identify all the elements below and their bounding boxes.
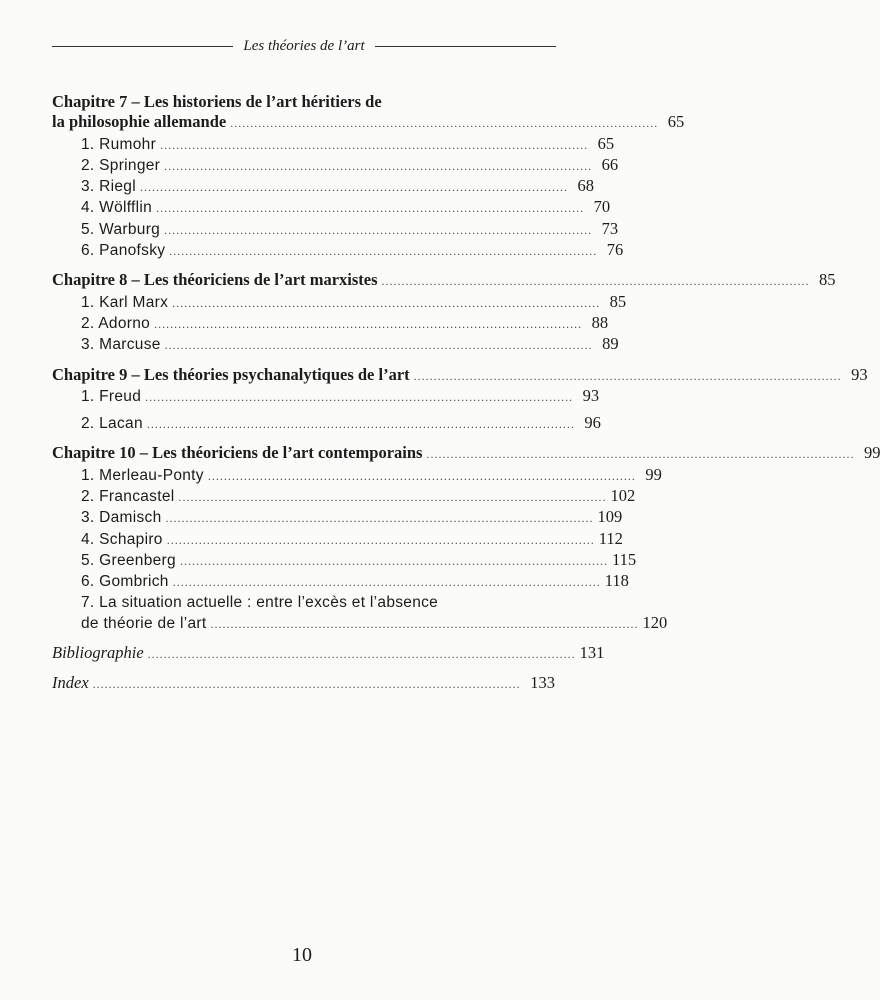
- toc-entry-page: 73: [601, 218, 619, 238]
- toc-chapter-9: [52, 364, 868, 386]
- section-gap: [52, 664, 555, 673]
- toc-entry-gombrich: [52, 571, 629, 592]
- toc-entry-label: 5. Warburg: [81, 220, 161, 238]
- toc-entry-riegl: [52, 176, 594, 197]
- toc-chapter-9-title: Chapitre 9 – Les théories psychanalytiques de l’art: [52, 364, 410, 384]
- toc-entry-page: 68: [577, 176, 594, 196]
- toc-entry-wolfflin: [52, 197, 611, 218]
- dot-leader: ...........................................................................................................: [139, 180, 568, 195]
- toc-entry-label: 2. Springer: [81, 156, 161, 174]
- toc-entry-merleau-ponty: [52, 464, 662, 486]
- toc-entry-label: 3. Damisch: [81, 509, 162, 527]
- toc-index-page: 133: [530, 673, 555, 693]
- toc-entry-label: 6. Panofsky: [81, 242, 166, 260]
- toc-entry-label: 4. Wölfflin: [81, 199, 153, 217]
- toc-entry-page: 112: [598, 528, 623, 548]
- toc-entry-situation: [52, 612, 668, 634]
- toc-entry-label: 6. Gombrich: [81, 573, 169, 591]
- toc-entry-panofsky: [52, 240, 624, 261]
- page-number: 10: [292, 944, 312, 966]
- dot-leader: ...........................................................................................................: [172, 295, 601, 310]
- toc-entry-label: 4. Schapiro: [81, 530, 163, 548]
- toc-entry-label: 1. Merleau-Ponty: [81, 466, 204, 484]
- toc-bibliography-page: 131: [579, 643, 605, 663]
- table-of-contents: [52, 92, 880, 695]
- toc-index-label: Index: [52, 673, 89, 693]
- toc-chapter-7-page: 65: [667, 112, 685, 132]
- toc-entry-page: 115: [611, 549, 637, 569]
- dot-leader: ...........................................................................................................: [165, 511, 594, 526]
- toc-entry-page: 76: [606, 240, 624, 260]
- toc-entry-label: 1. Rumohr: [81, 135, 157, 153]
- toc-entry-page: 93: [582, 385, 600, 405]
- dot-leader: ...........................................................................................................: [166, 532, 595, 547]
- toc-chapter-7-title-line2: la philosophie allemande: [52, 112, 227, 132]
- toc-entry-page: 109: [597, 507, 623, 527]
- toc-entry-damisch: [52, 507, 623, 528]
- dot-leader: ...........................................................................................................: [154, 316, 583, 331]
- toc-entry-label: 2. Francastel: [81, 488, 175, 506]
- dot-leader: ...........................................................................................................: [164, 222, 593, 237]
- toc-entry-label: 2. Adorno: [81, 314, 151, 332]
- dot-leader: ...........................................................................................................: [145, 389, 574, 404]
- toc-entry-page: 96: [584, 413, 601, 433]
- toc-bibliography-label: Bibliographie: [52, 643, 144, 663]
- toc-entry-rumohr: [52, 133, 615, 155]
- toc-entry-page: 88: [591, 312, 609, 332]
- toc-chapter-10-page: 99: [863, 443, 880, 463]
- dot-leader: ...........................................................................................................: [426, 447, 855, 462]
- toc-entry-lacan: [52, 413, 601, 434]
- toc-entry-label: 3. Riegl: [81, 178, 136, 196]
- toc-entry-situation-line1: 7. La situation actuelle : entre l’excès et l’absence: [81, 593, 439, 611]
- section-gap: [52, 634, 555, 643]
- dot-leader: ...........................................................................................................: [172, 575, 601, 590]
- toc-entry-page: 118: [604, 571, 629, 591]
- toc-entry-label: 1. Freud: [81, 387, 142, 405]
- toc-entry-label: 2. Lacan: [81, 415, 143, 433]
- toc-entry-springer: [52, 154, 619, 176]
- toc-entry-page: 89: [602, 334, 619, 354]
- dot-leader: ...........................................................................................................: [147, 647, 576, 662]
- toc-entry-label: 3. Marcuse: [81, 336, 161, 354]
- toc-chapter-7: [52, 112, 685, 133]
- dot-leader: ...........................................................................................................: [92, 677, 521, 692]
- toc-chapter-8: [52, 270, 836, 291]
- toc-entry-page: 120: [642, 612, 668, 632]
- toc-entry-label: de théorie de l’art: [81, 614, 207, 632]
- toc-entry-label: 5. Greenberg: [81, 551, 176, 569]
- dot-leader: ...........................................................................................................: [146, 417, 575, 432]
- toc-chapter-10: [52, 443, 880, 464]
- dot-leader: ...........................................................................................................: [230, 116, 659, 131]
- toc-chapter-10-title: Chapitre 10 – Les théoriciens de l’art contemporains: [52, 443, 423, 463]
- toc-entry-karl-marx: [52, 291, 627, 313]
- dot-leader: ...........................................................................................................: [207, 468, 636, 483]
- dot-leader: ...........................................................................................................: [164, 338, 593, 353]
- toc-chapter-7-title-line1: Chapitre 7 – Les historiens de l’art héritiers de: [52, 92, 382, 111]
- toc-chapter-8-page: 85: [819, 270, 836, 290]
- toc-entry-francastel: [52, 486, 636, 507]
- toc-entry-page: 102: [610, 486, 636, 506]
- dot-leader: ...........................................................................................................: [169, 244, 598, 259]
- toc-entry-schapiro: [52, 528, 623, 550]
- toc-entry-page: 65: [597, 133, 615, 153]
- toc-entry-greenberg: [52, 549, 637, 571]
- section-gap: [52, 434, 555, 443]
- toc-entry-warburg: [52, 218, 619, 240]
- toc-entry-marcuse: [52, 334, 619, 355]
- dot-leader: ...........................................................................................................: [164, 158, 593, 173]
- dot-leader: ...........................................................................................................: [178, 490, 607, 505]
- dot-leader: ...........................................................................................................: [179, 553, 608, 568]
- toc-chapter-9-page: 93: [851, 364, 868, 384]
- section-gap: [52, 261, 555, 270]
- dot-leader: ...........................................................................................................: [413, 368, 842, 383]
- dot-leader: ...........................................................................................................: [156, 201, 585, 216]
- toc-entry-page: 99: [645, 464, 662, 484]
- toc-entry-page: 70: [593, 197, 611, 217]
- running-header-title: Les théories de l’art: [243, 38, 365, 54]
- toc-entry-adorno: [52, 312, 609, 334]
- section-gap: [52, 356, 555, 365]
- dot-leader: ...........................................................................................................: [381, 274, 810, 289]
- toc-entry-label: 1. Karl Marx: [81, 293, 169, 311]
- running-header: [52, 38, 556, 55]
- toc-chapter-8-title: Chapitre 8 – Les théoriciens de l’art marxistes: [52, 270, 378, 290]
- header-rule-left: [52, 46, 233, 47]
- toc-entry-freud: [52, 385, 600, 407]
- toc-entry-page: 66: [601, 154, 619, 174]
- toc-index: [52, 673, 555, 694]
- header-rule-right: [375, 46, 556, 47]
- toc-bibliography: [52, 643, 605, 664]
- dot-leader: ...........................................................................................................: [210, 616, 639, 631]
- dot-leader: ...........................................................................................................: [160, 137, 589, 152]
- toc-entry-page: 85: [609, 291, 627, 311]
